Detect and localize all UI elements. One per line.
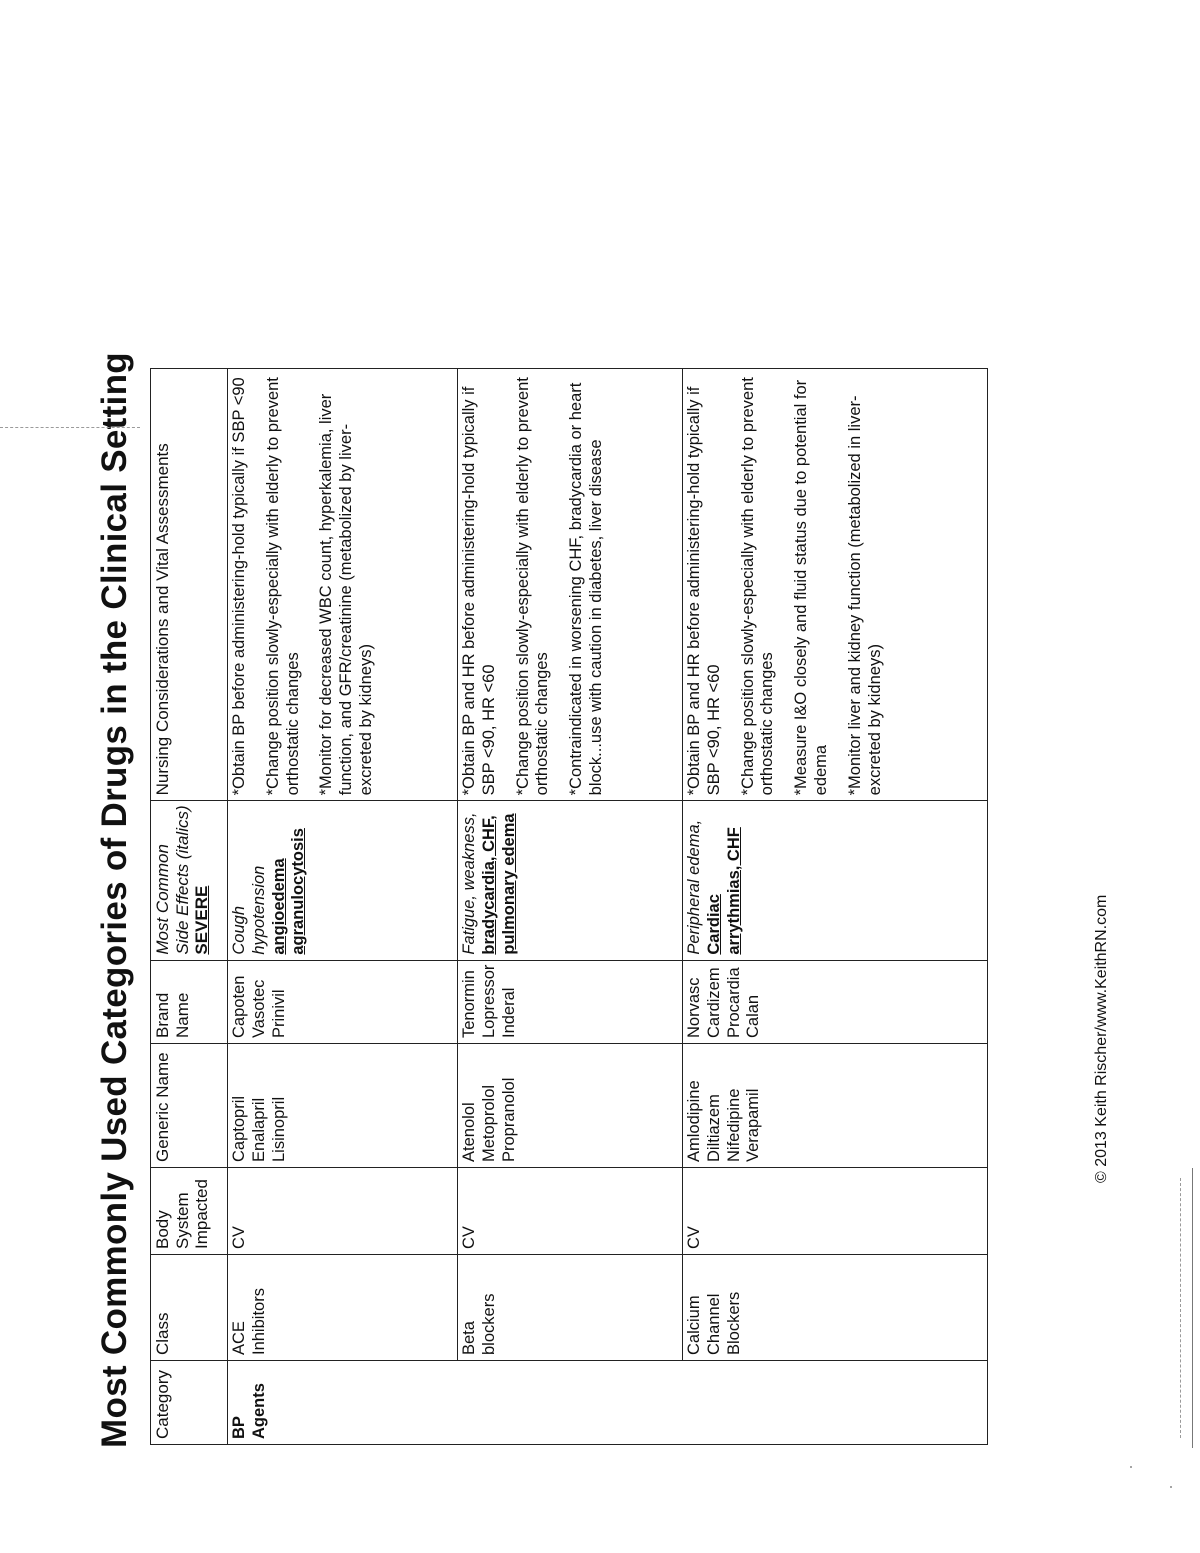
generic-name-cell: Amlodipine Diltiazem Nifedipine Verapamil	[683, 1044, 988, 1168]
side-effects-cell: Cough hypotension angioedema agranulocytosis	[228, 801, 458, 960]
page-title: Most Commonly Used Categories of Drugs in the Clinical Setting	[95, 352, 134, 1448]
table-row	[458, 369, 683, 1445]
header-generic-name: Generic Name	[151, 1044, 228, 1168]
nursing-note: *Obtain BP and HR before administering-hold typically if SBP <90, HR <60	[460, 386, 498, 796]
copyright-notice: © 2013 Keith Rischer/www.KeithRN.com	[1093, 894, 1110, 1183]
table-row	[683, 369, 988, 1445]
side-effects-cell: Fatigue, weakness, bradycardia, CHF, pulmonary edema	[458, 801, 683, 960]
nursing-note: *Contraindicated in worsening CHF, bradycardia or heart block...use with caution in diabetes, liver disease	[567, 382, 605, 796]
body-system-cell: CV	[228, 1168, 458, 1255]
class-cell: ACE Inhibitors	[228, 1255, 458, 1361]
nursing-note: *Monitor for decreased WBC count, hyperkalemia, liver function, and GFR/creatinine (metabolized by liver-excreted by kidneys)	[317, 393, 375, 796]
scan-artifact-line	[1192, 1168, 1193, 1448]
scan-speck	[1170, 1486, 1172, 1488]
nursing-note: *Obtain BP and HR before administering-hold typically if SBP <90, HR <60	[685, 386, 723, 796]
nursing-note: *Change position slowly-especially with elderly to prevent orthostatic changes	[263, 377, 302, 796]
scan-artifact-line	[0, 427, 140, 428]
scan-artifact-line	[1180, 1178, 1181, 1438]
header-nursing-considerations: Nursing Considerations and Vital Assessments	[151, 369, 228, 801]
table-row	[228, 369, 458, 1445]
nursing-cell	[683, 369, 988, 801]
body-system-cell: CV	[683, 1168, 988, 1255]
brand-name-cell: Capoten Vasotec Prinivil	[228, 960, 458, 1043]
nursing-note: *Change position slowly-especially with elderly to prevent orthostatic changes	[738, 377, 777, 796]
nursing-note: *Monitor liver and kidney function (metabolized in liver-excreted by kidneys)	[845, 395, 884, 796]
generic-name-cell: Atenolol Metoprolol Propranolol	[458, 1044, 683, 1168]
nursing-cell	[228, 369, 458, 801]
class-cell: Beta blockers	[458, 1255, 683, 1361]
header-category: Category	[151, 1361, 228, 1445]
nursing-cell	[458, 369, 683, 801]
nursing-note: *Obtain BP before administering-hold typically if SBP <90	[230, 377, 248, 796]
scan-speck	[1130, 1466, 1132, 1468]
side-effects-cell: Peripheral edema, Cardiac arrythmias, CHF	[683, 801, 988, 960]
drug-table	[150, 368, 988, 1445]
category-cell: BP Agents	[228, 1361, 988, 1445]
brand-name-cell: Tenormin Lopressor Inderal	[458, 960, 683, 1043]
header-side-effects: Most Common Side Effects (italics) SEVERE	[151, 801, 228, 960]
table-header-row	[151, 369, 228, 1445]
brand-name-cell: Norvasc Cardizem Procardia Calan	[683, 960, 988, 1043]
header-class: Class	[151, 1255, 228, 1361]
generic-name-cell: Captopril Enalapril Lisinopril	[228, 1044, 458, 1168]
header-brand-name: Brand Name	[151, 960, 228, 1043]
nursing-note: *Measure I&O closely and fluid status due to potential for edema	[792, 379, 830, 796]
body-system-cell: CV	[458, 1168, 683, 1255]
class-cell: Calcium Channel Blockers	[683, 1255, 988, 1361]
header-body-system: Body System Impacted	[151, 1168, 228, 1255]
nursing-note: *Change position slowly-especially with elderly to prevent orthostatic changes	[513, 377, 552, 796]
